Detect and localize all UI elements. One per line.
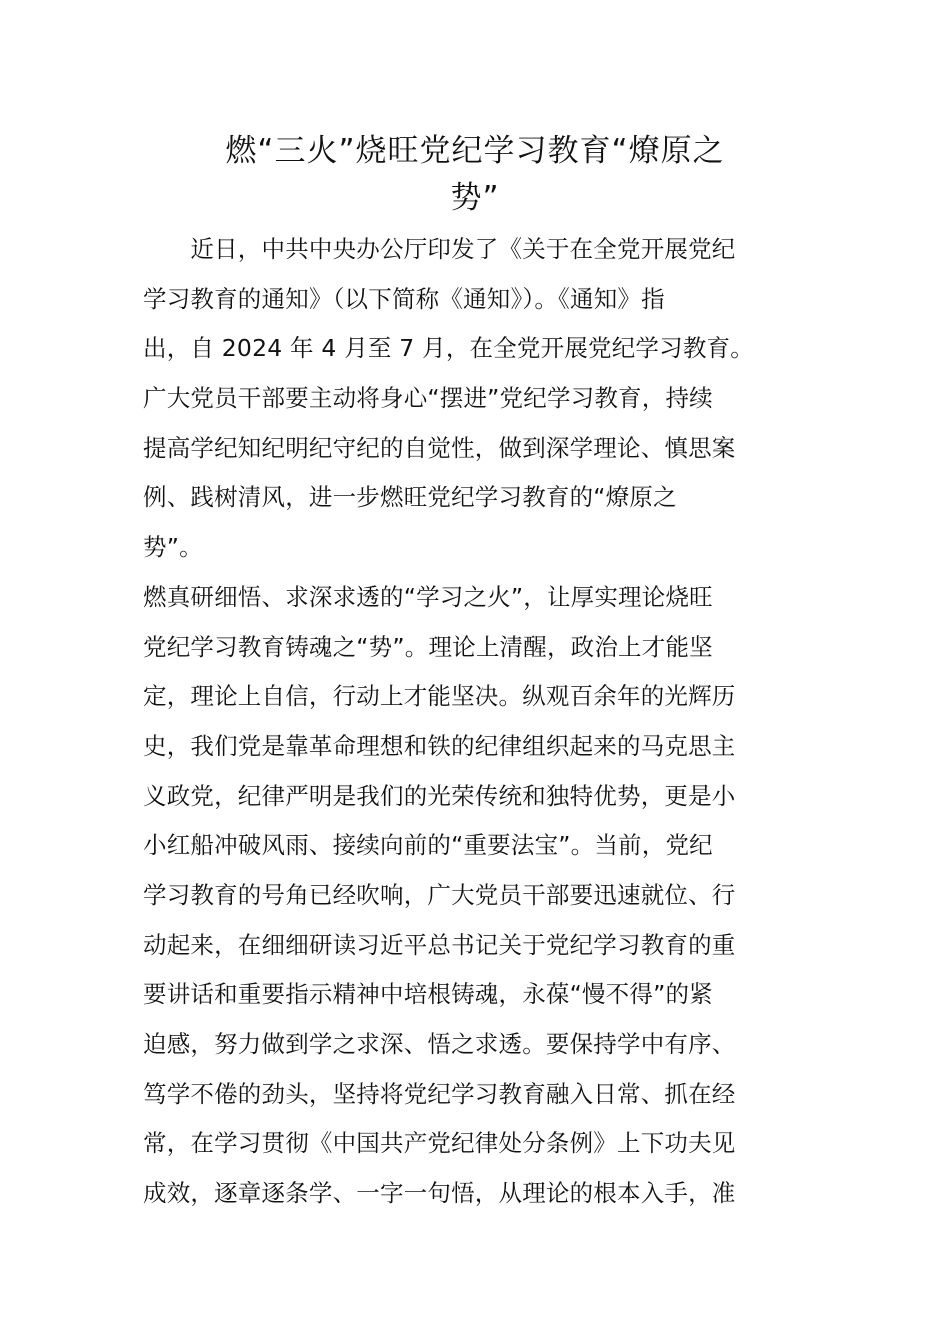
body-line: 出，自 2024 年 4 月至 7 月，在全党开展党纪学习教育。 (143, 334, 754, 363)
body-line: 义政党，纪律严明是我们的光荣传统和独特优势，更是小 (143, 781, 736, 810)
body-line: 近日，中共中央办公厅印发了《关于在全党开展党纪 (143, 235, 736, 263)
body-line: 广大党员干部要主动将身心“摆进”党纪学习教育，持续 (143, 384, 713, 413)
body-line: 党纪学习教育铸魂之“势”。理论上清醒，政治上才能坚 (143, 632, 713, 661)
document-title (140, 128, 810, 222)
body-line: 例、践树清风，进一步燃旺党纪学习教育的“燎原之 (143, 483, 677, 512)
body-line: 学习教育的通知》（以下简称《通知》）。《通知》指 (143, 284, 665, 313)
body-line: 成效，逐章逐条学、一字一句悟，从理论的根本入手，准 (143, 1179, 736, 1208)
body-line: 定，理论上自信，行动上才能坚决。纵观百余年的光辉历 (143, 682, 736, 711)
body-line: 动起来，在细细研读习近平总书记关于党纪学习教育的重 (143, 930, 736, 959)
document-body (143, 225, 811, 1219)
body-line: 提高学纪知纪明纪守纪的自觉性，做到深学理论、慎思案 (143, 433, 736, 462)
body-line: 要讲话和重要指示精神中培根铸魂，永葆“慢不得”的紧 (143, 980, 713, 1009)
body-line: 迫感，努力做到学之求深、悟之求透。要保持学中有序、 (143, 1030, 736, 1058)
body-line: 常，在学习贯彻《中国共产党纪律处分条例》上下功夫见 (143, 1129, 736, 1158)
title-line: 势” (450, 180, 500, 216)
body-line: 学习教育的号角已经吹响，广大党员干部要迅速就位、行 (143, 880, 736, 909)
body-line: 势”。 (143, 533, 203, 562)
body-line: 史，我们党是靠革命理想和铁的纪律组织起来的马克思主 (143, 731, 736, 760)
body-line: 小红船冲破风雨、接续向前的“重要法宝”。当前，党纪 (143, 831, 713, 860)
title-line: 燃“三火”烧旺党纪学习教育“燎原之 (225, 133, 725, 169)
body-line: 燃真研细悟、求深求透的“学习之火”，让厚实理论烧旺 (143, 582, 713, 611)
body-line: 笃学不倦的劲头，坚持将党纪学习教育融入日常、抓在经 (143, 1079, 736, 1108)
